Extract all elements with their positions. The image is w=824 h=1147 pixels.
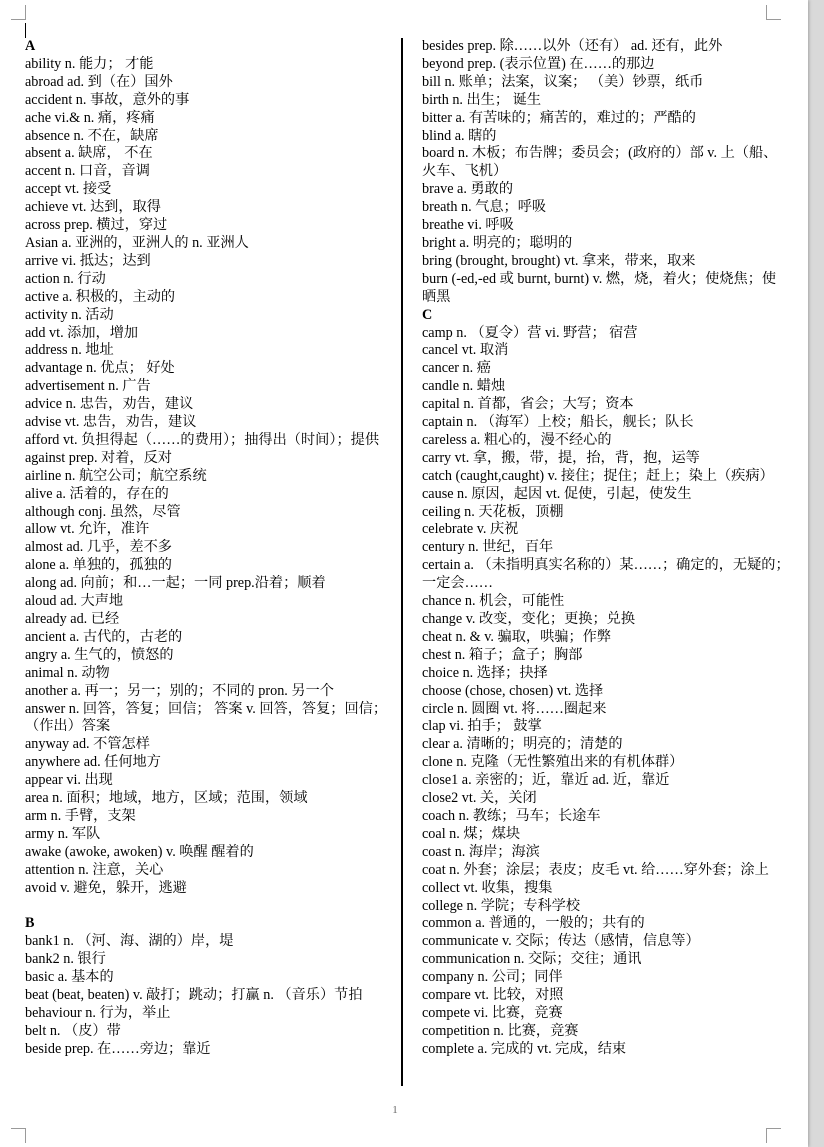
- vocabulary-entry: cancer n. 癌: [422, 360, 491, 377]
- vocabulary-entry: change v. 改变，变化；更换；兑换: [422, 611, 636, 627]
- vocabulary-entry: ceiling n. 天花板，顶棚: [422, 503, 564, 520]
- vocabulary-entry: aloud ad. 大声地: [25, 593, 124, 610]
- corner-crop-mark: [766, 1128, 781, 1143]
- vocabulary-entry: choose (chose, chosen) vt. 选择: [422, 682, 604, 699]
- corner-crop-mark: [11, 1128, 26, 1143]
- vocabulary-entry: although conj. 虽然，尽管: [25, 503, 181, 520]
- vocabulary-entry: accent n. 口音，音调: [25, 163, 150, 180]
- vocabulary-entry: circle n. 圆圈 vt. 将……圈起来: [422, 700, 607, 717]
- vocabulary-entry: behaviour n. 行为，举止: [25, 1004, 171, 1021]
- vocabulary-entry: advertisement n. 广告: [25, 378, 151, 395]
- vocabulary-entry: accept vt. 接受: [25, 181, 112, 198]
- vocabulary-entry: celebrate v. 庆祝: [422, 521, 519, 538]
- vocabulary-entry: animal n. 动物: [25, 664, 110, 681]
- vocabulary-entry: absent a. 缺席， 不在: [25, 145, 153, 162]
- vocabulary-entry: breathe vi. 呼吸: [422, 217, 514, 234]
- vocabulary-entry: common a. 普通的，一般的；共有的: [422, 915, 645, 932]
- page-number: 1: [392, 1104, 398, 1116]
- vocabulary-entry: anyway ad. 不管怎样: [25, 736, 150, 753]
- vocabulary-entry: airline n. 航空公司；航空系统: [25, 467, 207, 484]
- vocabulary-entry: another a. 再一；另一；别的；不同的 pron. 另一个: [25, 682, 334, 699]
- vocabulary-entry: belt n. （皮）带: [25, 1022, 121, 1039]
- vocabulary-entry: alive a. 活着的，存在的: [25, 485, 169, 502]
- corner-crop-mark: [766, 5, 781, 20]
- vocabulary-entry: burn (-ed,-ed 或 burnt, burnt) v. 燃，烧，着火；使烧焦；使晒黑: [422, 270, 777, 305]
- vocabulary-entry: beside prep. 在……旁边；靠近: [25, 1040, 211, 1057]
- vocabulary-entry: camp n. （夏令）营 vi. 野营； 宿营: [422, 324, 638, 341]
- vocabulary-entry: almost ad. 几乎，差不多: [25, 539, 172, 556]
- vocabulary-entry: already ad. 已经: [25, 611, 120, 627]
- vocabulary-entry: college n. 学院；专科学校: [422, 897, 581, 914]
- corner-crop-mark: [11, 5, 26, 20]
- vocabulary-entry: alone a. 单独的，孤独的: [25, 557, 172, 574]
- vocabulary-entry: ache vi.& n. 痛，疼痛: [25, 109, 155, 126]
- vocabulary-entry: clap vi. 拍手； 鼓掌: [422, 718, 542, 735]
- vocabulary-column-right[interactable]: [422, 38, 790, 1059]
- vocabulary-entry: century n. 世纪，百年: [422, 539, 554, 556]
- vocabulary-entry: absence n. 不在，缺席: [25, 127, 159, 144]
- vocabulary-entry: arrive vi. 抵达；达到: [25, 252, 151, 269]
- vocabulary-entry: bright a. 明亮的；聪明的: [422, 234, 573, 251]
- vocabulary-entry: address n. 地址: [25, 342, 114, 359]
- vocabulary-entry: advice n. 忠告，劝告，建议: [25, 396, 194, 413]
- vocabulary-entry: advise vt. 忠告，劝告，建议: [25, 414, 197, 431]
- vocabulary-entry: arm n. 手臂，支架: [25, 807, 136, 824]
- vocabulary-entry: cause n. 原因，起因 vt. 促使，引起，使发生: [422, 485, 692, 502]
- vocabulary-entry: bill n. 账单；法案，议案； （美）钞票，纸币: [422, 73, 704, 90]
- vocabulary-entry: coat n. 外套；涂层；表皮；皮毛 vt. 给……穿外套；涂上: [422, 861, 769, 878]
- vocabulary-entry: advantage n. 优点； 好处: [25, 360, 175, 377]
- vocabulary-entry: abroad ad. 到（在）国外: [25, 73, 173, 90]
- vocabulary-entry: activity n. 活动: [25, 306, 114, 323]
- vocabulary-entry: careless a. 粗心的，漫不经心的: [422, 431, 612, 448]
- text-cursor: [25, 23, 26, 38]
- vocabulary-entry: company n. 公司；同伴: [422, 969, 563, 986]
- vocabulary-entry: board n. 木板；布告牌；委员会；(政府的）部 v. 上（船、火车、飞机）: [422, 145, 778, 180]
- vocabulary-entry: capital n. 首都，省会；大写；资本: [422, 396, 634, 413]
- vocabulary-entry: candle n. 蜡烛: [422, 378, 506, 395]
- vocabulary-entry: close2 vt. 关，关闭: [422, 790, 537, 807]
- vocabulary-entry: avoid v. 避免，躲开，逃避: [25, 879, 187, 896]
- vocabulary-entry: choice n. 选择；抉择: [422, 664, 548, 681]
- vocabulary-entry: ancient a. 古代的，古老的: [25, 628, 183, 645]
- vocabulary-entry: communication n. 交际；交往；通讯: [422, 951, 642, 968]
- vocabulary-entry: blind a. 瞎的: [422, 127, 497, 144]
- section-letter-heading: B: [25, 915, 35, 932]
- vocabulary-entry: cancel vt. 取消: [422, 342, 509, 359]
- vocabulary-entry: catch (caught,caught) v. 接住；捉住；赶上；染上（疾病）: [422, 467, 774, 484]
- section-letter-heading: A: [25, 38, 36, 54]
- vocabulary-entry: against prep. 对着，反对: [25, 449, 172, 466]
- vocabulary-entry: basic a. 基本的: [25, 969, 114, 986]
- vocabulary-entry: coast n. 海岸；海滨: [422, 843, 540, 860]
- section-spacer: [25, 898, 397, 916]
- column-divider: [401, 38, 403, 1086]
- vocabulary-entry: cheat n. & v. 骗取，哄骗；作弊: [422, 628, 612, 645]
- vocabulary-entry: add vt. 添加，增加: [25, 324, 139, 341]
- vocabulary-entry: action n. 行动: [25, 270, 106, 287]
- vocabulary-entry: carry vt. 拿，搬，带，提，抬，背，抱，运等: [422, 449, 700, 466]
- vocabulary-entry: army n. 军队: [25, 825, 101, 842]
- vocabulary-entry: chest n. 箱子；盒子；胸部: [422, 646, 583, 663]
- vocabulary-entry: birth n. 出生； 诞生: [422, 91, 542, 108]
- vocabulary-entry: close1 a. 亲密的；近，靠近 ad. 近，靠近: [422, 772, 670, 789]
- vocabulary-entry: allow vt. 允许，准许: [25, 521, 150, 538]
- vocabulary-entry: active a. 积极的，主动的: [25, 288, 176, 305]
- vocabulary-entry: Asian a. 亚洲的，亚洲人的 n. 亚洲人: [25, 234, 249, 251]
- vocabulary-entry: beyond prep. (表示位置) 在……的那边: [422, 55, 655, 72]
- vocabulary-entry: compete vi. 比赛，竞赛: [422, 1004, 563, 1021]
- vocabulary-entry: besides prep. 除……以外（还有） ad. 还有，此外: [422, 38, 723, 54]
- vocabulary-column-left[interactable]: [25, 38, 397, 1059]
- vocabulary-entry: answer n. 回答，答复；回信； 答案 v. 回答，答复；回信；（作出）答案: [25, 700, 388, 735]
- vocabulary-entry: bring (brought, brought) vt. 拿来，带来，取来: [422, 252, 696, 269]
- vocabulary-entry: appear vi. 出现: [25, 772, 113, 789]
- section-letter-heading: C: [422, 306, 433, 323]
- vocabulary-entry: coach n. 教练；马车；长途车: [422, 807, 601, 824]
- vocabulary-entry: awake (awoke, awoken) v. 唤醒 醒着的: [25, 843, 254, 860]
- vocabulary-entry: attention n. 注意，关心: [25, 861, 164, 878]
- vocabulary-entry: clear a. 清晰的；明亮的；清楚的: [422, 736, 623, 753]
- vocabulary-entry: brave a. 勇敢的: [422, 181, 514, 198]
- vocabulary-entry: bank2 n. 银行: [25, 951, 106, 968]
- vocabulary-entry: coal n. 煤；煤块: [422, 825, 521, 842]
- vocabulary-entry: captain n. （海军）上校；船长，舰长；队长: [422, 414, 694, 431]
- vocabulary-entry: bitter a. 有苦味的；痛苦的，难过的；严酷的: [422, 109, 696, 126]
- vocabulary-entry: complete a. 完成的 vt. 完成，结束: [422, 1040, 627, 1057]
- vocabulary-entry: breath n. 气息；呼吸: [422, 199, 547, 216]
- vocabulary-entry: along ad. 向前；和…一起；一同 prep.沿着；顺着: [25, 575, 326, 592]
- vocabulary-entry: communicate v. 交际；传达（感情，信息等）: [422, 933, 700, 950]
- vocabulary-entry: accident n. 事故，意外的事: [25, 91, 190, 108]
- vocabulary-entry: clone n. 克隆（无性繁殖出来的有机体群）: [422, 754, 684, 771]
- vocabulary-entry: collect vt. 收集，搜集: [422, 879, 553, 896]
- vocabulary-entry: competition n. 比赛，竞赛: [422, 1022, 579, 1039]
- vocabulary-entry: across prep. 横过，穿过: [25, 217, 168, 234]
- vocabulary-entry: beat (beat, beaten) v. 敲打；跳动；打赢 n. （音乐）节拍: [25, 987, 363, 1004]
- vocabulary-entry: chance n. 机会，可能性: [422, 593, 565, 610]
- vocabulary-entry: achieve vt. 达到，取得: [25, 199, 161, 216]
- vocabulary-entry: anywhere ad. 任何地方: [25, 754, 161, 771]
- vocabulary-entry: area n. 面积；地域，地方，区域；范围，领域: [25, 790, 308, 807]
- vocabulary-entry: certain a. （未指明真实名称的）某……；确定的，无疑的；一定会……: [422, 557, 790, 592]
- vocabulary-entry: angry a. 生气的，愤怒的: [25, 646, 174, 663]
- vocabulary-entry: ability n. 能力； 才能: [25, 55, 154, 72]
- vocabulary-entry: compare vt. 比较，对照: [422, 987, 564, 1004]
- vocabulary-entry: bank1 n. （河、海、湖的）岸，堤: [25, 933, 234, 950]
- vocabulary-entry: afford vt. 负担得起（……的费用）；抽得出（时间）；提供: [25, 431, 380, 448]
